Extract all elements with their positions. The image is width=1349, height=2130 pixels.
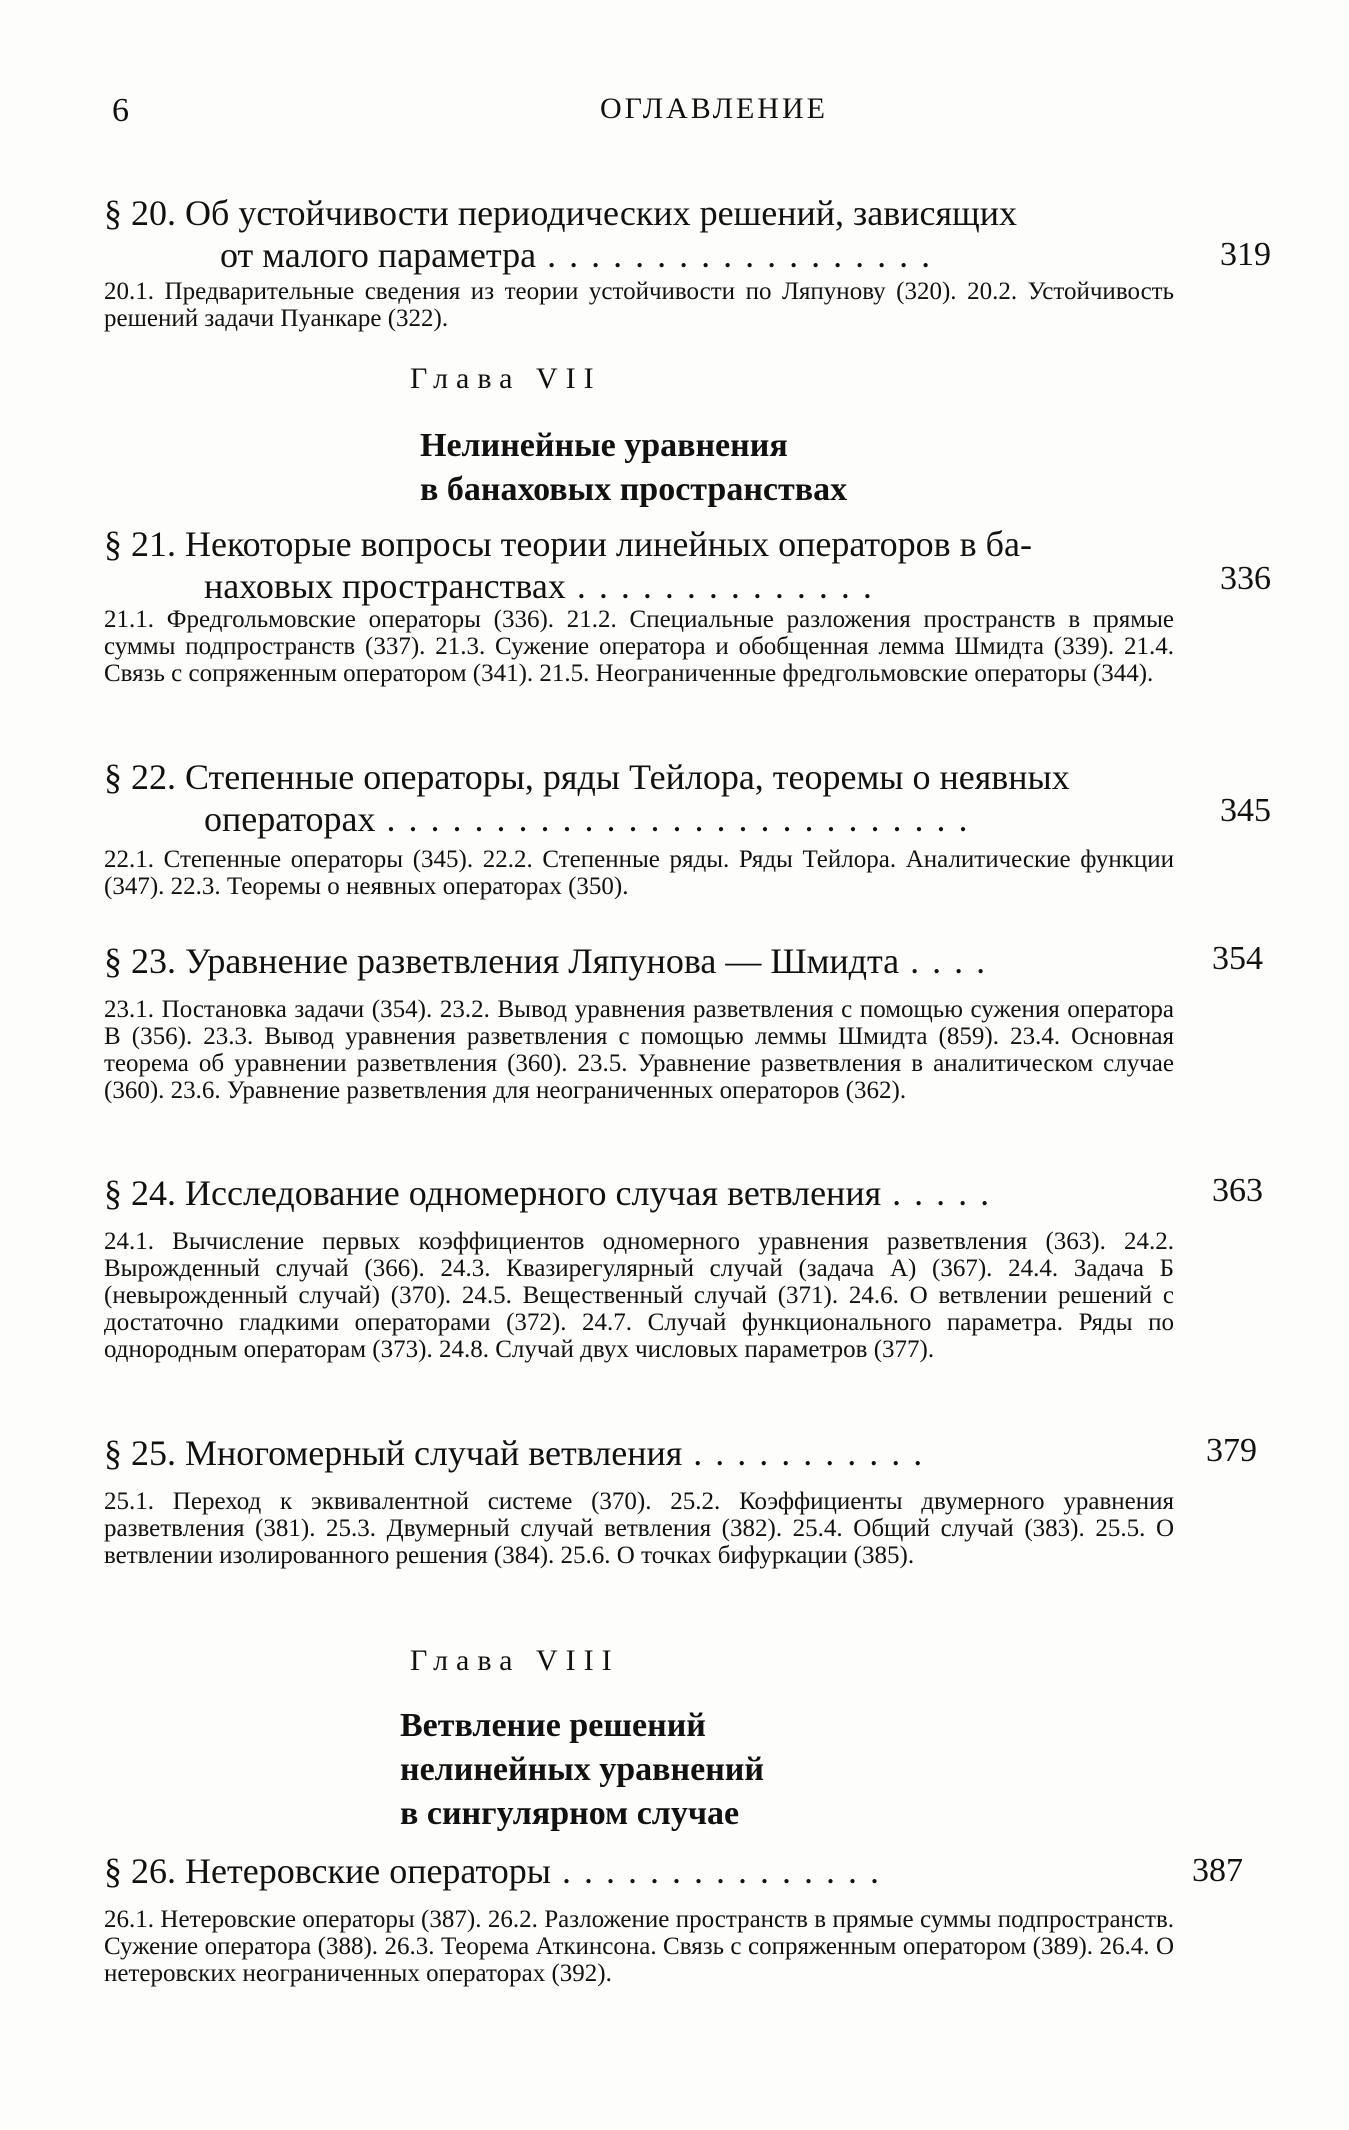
section-page-number: 363 bbox=[1212, 1172, 1263, 1209]
chapter-title-line: в банаховых пространствах bbox=[420, 471, 848, 508]
section-title-line1: § 26. Нетеровские операторы bbox=[104, 1851, 551, 1891]
chapter-title bbox=[420, 424, 847, 512]
section-title-line1: § 20. Об устойчивости периодических решений, зависящих bbox=[104, 193, 1018, 233]
toc-section-21[interactable]: § 21. Некоторые вопросы теории линейных операторов в ба- наховых пространствах . . . . . . . . . . . . . . bbox=[104, 523, 1164, 607]
subsection-list: 25.1. Переход к эквивалентной системе (370). 25.2. Коэффициенты двумерного уравнения разветвления (381). 25.3. Двумерный случай ветвления (382). 25.4. Общий случай (383). 25.5. О ветвлении изолированного решения (384). 25.6. О точках бифуркации (385). bbox=[104, 1488, 1174, 1569]
subsection-list: 24.1. Вычисление первых коэффициентов одномерного уравнения разветвления (363). 24.2. Вырожденный случай (366). 24.3. Квазирегулярный случай (задача А) (367). 24.4. Задача Б (невырожденный случай) (370). 24.5. Вещественный случай (371). 24.6. О ветвлении решений с достаточно гладкими операторами (372). 24.7. Случай функционального параметра. Ряды по однородным операторам (373). 24.8. Случай двух числовых параметров (377). bbox=[104, 1228, 1174, 1363]
chapter-title-line: Ветвление решений bbox=[400, 1707, 706, 1744]
toc-section-22[interactable]: § 22. Степенные операторы, ряды Тейлора, теоремы о неявных операторах . . . . . . . . . . . . . . . . . . . . . . . . . . . bbox=[104, 756, 1164, 840]
section-page-number: 336 bbox=[1220, 560, 1271, 597]
section-title-line1: § 25. Многомерный случай ветвления bbox=[104, 1433, 683, 1473]
subsection-list: 23.1. Постановка задачи (354). 23.2. Вывод уравнения разветвления с помощью сужения оператора B (356). 23.3. Вывод уравнения разветвления с помощью леммы Шмидта (859). 23.4. Основная теорема об уравнении разветвления (360). 23.5. Уравнение разветвления в аналитическом случае (360). 23.6. Уравнение разветвления для неограниченных операторов (362). bbox=[104, 996, 1174, 1104]
section-title-line2: операторах bbox=[204, 799, 376, 839]
toc-section-26[interactable]: § 26. Нетеровские операторы . . . . . . . . . . . . . . . bbox=[104, 1851, 881, 1891]
section-page-number: 379 bbox=[1206, 1432, 1257, 1469]
section-page-number: 387 bbox=[1192, 1852, 1243, 1889]
section-title-line1: § 24. Исследование одномерного случая ветвления bbox=[104, 1173, 882, 1213]
chapter-title-line: в сингулярном случае bbox=[400, 1795, 740, 1832]
subsection-list: 20.1. Предварительные сведения из теории устойчивости по Ляпунову (320). 20.2. Устойчивость решений задачи Пуанкаре (322). bbox=[104, 278, 1174, 332]
section-title-line1: § 21. Некоторые вопросы теории линейных операторов в ба- bbox=[104, 524, 1032, 564]
chapter-title-line: Нелинейные уравнения bbox=[420, 427, 788, 464]
chapter-label: Глава VII bbox=[410, 362, 602, 395]
running-title: ОГЛАВЛЕНИЕ bbox=[600, 92, 828, 125]
toc-section-23[interactable]: § 23. Уравнение разветвления Ляпунова — Шмидта . . . . bbox=[104, 941, 988, 981]
section-page-number: 319 bbox=[1220, 236, 1271, 273]
toc-section-20[interactable]: § 20. Об устойчивости периодических решений, зависящих от малого параметра . . . . . . . . . . . . . . . . . . bbox=[104, 192, 1164, 276]
chapter-title-line: нелинейных уравнений bbox=[400, 1751, 764, 1788]
toc-section-25[interactable]: § 25. Многомерный случай ветвления . . . . . . . . . . . bbox=[104, 1433, 925, 1473]
section-title-line1: § 22. Степенные операторы, ряды Тейлора, теоремы о неявных bbox=[104, 757, 1070, 797]
chapter-label: Глава VIII bbox=[410, 1644, 620, 1677]
section-title-line2: наховых пространствах bbox=[204, 566, 566, 606]
subsection-list: 22.1. Степенные операторы (345). 22.2. Степенные ряды. Ряды Тейлора. Аналитические функции (347). 22.3. Теоремы о неявных операторах (350). bbox=[104, 846, 1174, 900]
subsection-list: 26.1. Нетеровские операторы (387). 26.2. Разложение пространств в прямые суммы подпространств. Сужение оператора (388). 26.3. Теорема Аткинсона. Связь с сопряженным оператором (389). 26.4. О нетеровских неограниченных операторах (392). bbox=[104, 1906, 1174, 1987]
subsection-list: 21.1. Фредгольмовские операторы (336). 21.2. Специальные разложения пространств в прямые суммы подпространств (337). 21.3. Сужение оператора и обобщенная лемма Шмидта (339). 21.4. Связь с сопряженным оператором (341). 21.5. Неограниченные фредгольмовские операторы (344). bbox=[104, 606, 1174, 687]
chapter-title bbox=[400, 1704, 764, 1836]
toc-section-24[interactable]: § 24. Исследование одномерного случая ветвления . . . . . bbox=[104, 1173, 992, 1213]
section-title-line1: § 23. Уравнение разветвления Ляпунова — Шмидта bbox=[104, 941, 900, 981]
page-number: 6 bbox=[112, 92, 129, 129]
section-page-number: 354 bbox=[1212, 940, 1263, 977]
section-title-line2: от малого параметра bbox=[220, 235, 537, 275]
section-page-number: 345 bbox=[1220, 792, 1271, 829]
